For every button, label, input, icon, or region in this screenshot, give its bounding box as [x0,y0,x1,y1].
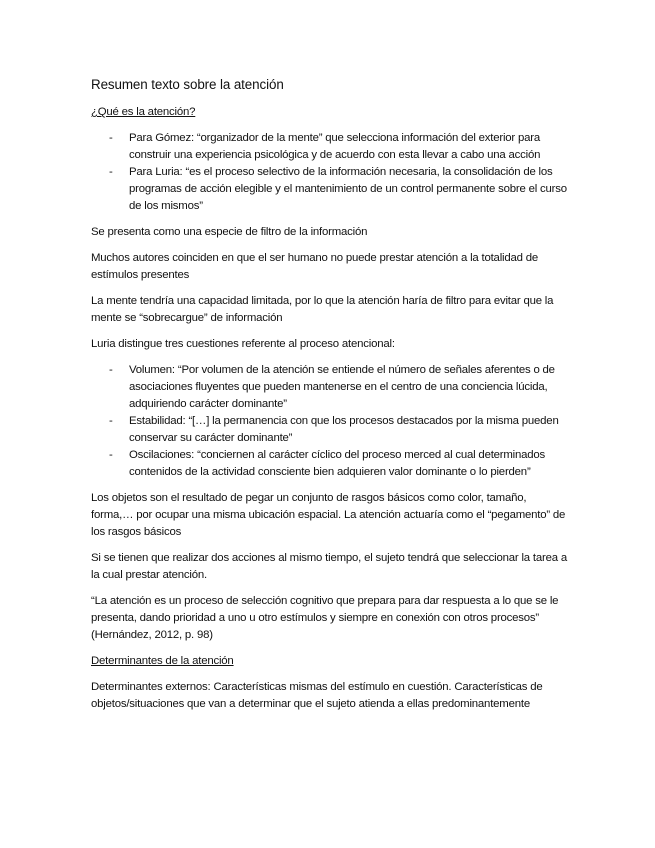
list-item: - Para Gómez: “organizador de la mente” que selecciona información del exterior para construir una experiencia psicológica y de acuerdo con esta llevar a cabo una acción [91,130,571,164]
paragraph: “La atención es un proceso de selección cognitivo que prepara para dar respuesta a lo que se le presenta, dando prioridad a uno u otro estímulos y siempre en conexión con otros procesos” (Hernández, 2012, p. 98) [91,595,559,641]
paragraph: Se presenta como una especie de filtro de la información [91,226,368,238]
paragraph: Determinantes externos: Características mismas del estímulo en cuestión. Características de objetos/situaciones que van a determinar que el sujeto atienda a ellas predominantemente [91,681,543,710]
luria-list [91,362,571,481]
paragraph: Muchos autores coinciden en que el ser humano no puede prestar atención a la totalidad de estímulos presentes [91,252,538,281]
list-item: - Oscilaciones: “conciernen al carácter cíclico del proceso merced al cual determinados contenidos de la actividad consciente bien adquieren valor dominante o lo pierden” [91,447,571,481]
document-title: Resumen texto sobre la atención [91,77,284,92]
paragraph: La mente tendría una capacidad limitada, por lo que la atención haría de filtro para evitar que la mente se “sobrecargue” de información [91,295,554,324]
paragraph: Luria distingue tres cuestiones referente al proceso atencional: [91,338,395,350]
list-item: - Volumen: “Por volumen de la atención se entiende el número de señales aferentes o de asociaciones fluyentes que pueden mantenerse en el centro de una conciencia lúcida, adquiriendo carácter dominante” [91,362,571,413]
paragraph: Si se tienen que realizar dos acciones al mismo tiempo, el sujeto tendrá que seleccionar la tarea a la cual prestar atención. [91,552,567,581]
paragraph: Los objetos son el resultado de pegar un conjunto de rasgos básicos como color, tamaño, forma,… por ocupar una misma ubicación espacial. La atención actuaría como el “pegamento” de los rasgos básicos [91,492,566,538]
section-heading-que-es: ¿Qué es la atención? [91,106,196,118]
list-item: - Para Luria: “es el proceso selectivo de la información necesaria, la consolidación de los programas de acción elegible y el mantenimiento de un control permanente sobre el curso de los mismos” [91,164,571,215]
document-page [91,76,571,722]
list-item: - Estabilidad: “[…] la permanencia con que los procesos destacados por la misma pueden conservar su carácter dominante” [91,413,571,447]
definitions-list [91,130,571,215]
section-heading-determinantes: Determinantes de la atención [91,655,234,667]
